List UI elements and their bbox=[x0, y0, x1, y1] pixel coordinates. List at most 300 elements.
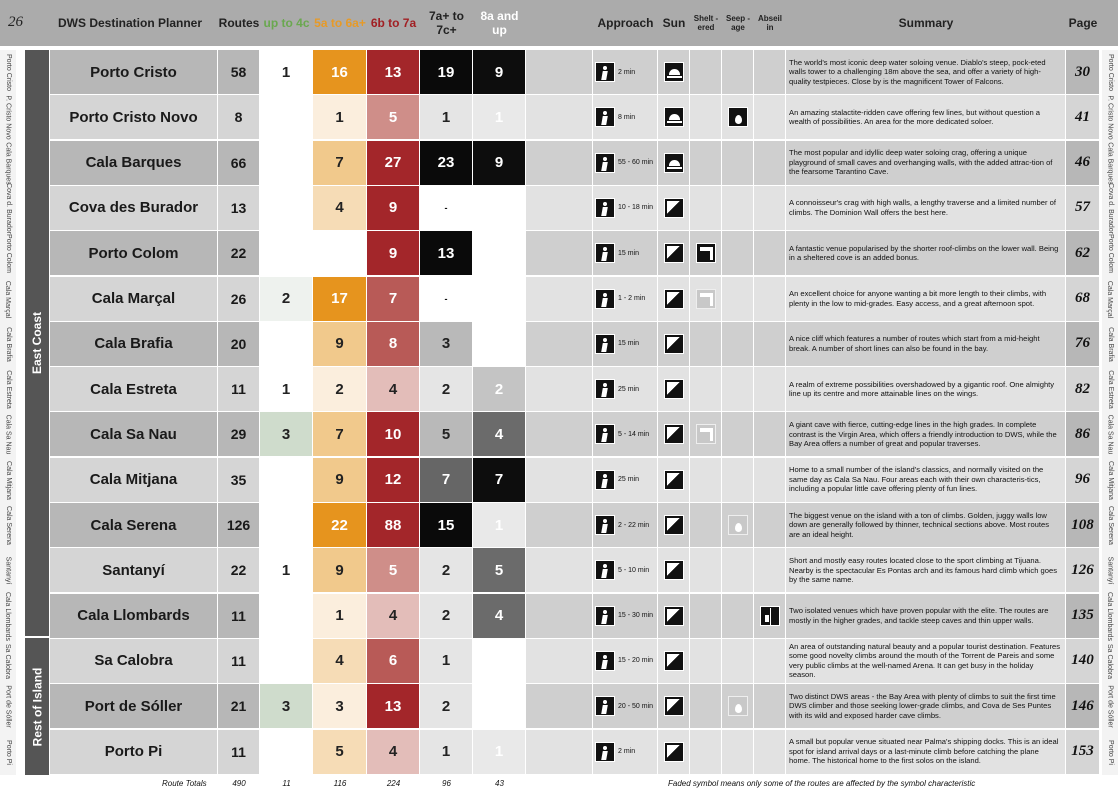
approach-time: 15 min bbox=[618, 340, 640, 348]
sun-cell bbox=[658, 277, 690, 321]
spacer-cell bbox=[526, 412, 593, 456]
seep-cell bbox=[722, 186, 754, 230]
side-tab-label: Cova d. Burador bbox=[4, 182, 12, 234]
page-ref: 62 bbox=[1066, 231, 1100, 275]
destination-name: Porto Pi bbox=[50, 730, 218, 774]
side-tab bbox=[0, 730, 16, 775]
side-tab bbox=[1102, 231, 1118, 276]
abseil-cell bbox=[754, 367, 786, 411]
approach-time: 8 min bbox=[618, 113, 636, 121]
seep-cell bbox=[722, 458, 754, 502]
grade-count: - bbox=[260, 458, 313, 502]
seep-cell bbox=[722, 639, 754, 683]
grade-count: 9 bbox=[367, 186, 420, 230]
sun-cell bbox=[658, 548, 690, 592]
spacer-cell bbox=[526, 639, 593, 683]
summary-text: The biggest venue on the island with a ton of climbs. Golden, juggy walls low down are generally followed by thinner, technical sections above. Most routes are an ideal height. bbox=[786, 503, 1066, 547]
approach-cell bbox=[593, 50, 658, 94]
abseil-cell bbox=[754, 186, 786, 230]
grade-count: 1 bbox=[260, 367, 313, 411]
table-row bbox=[50, 639, 1100, 683]
grade-count: - bbox=[473, 186, 526, 230]
side-tab bbox=[1102, 95, 1118, 140]
walker-icon bbox=[595, 606, 615, 626]
header-bar bbox=[0, 0, 1118, 46]
table-row bbox=[50, 730, 1100, 774]
summary-text: An excellent choice for anyone wanting a bit more length to their climbs, with plenty in the low to mid-grades. Easy access, and a great afternoon spot. bbox=[786, 277, 1066, 321]
grade-count: 2 bbox=[473, 367, 526, 411]
shelt-icon bbox=[696, 289, 716, 309]
side-tab bbox=[1102, 412, 1118, 457]
page-ref: 76 bbox=[1066, 322, 1100, 366]
grade-count: - bbox=[473, 684, 526, 728]
abseil-cell bbox=[754, 548, 786, 592]
seep-cell bbox=[722, 50, 754, 94]
shelt-cell bbox=[690, 684, 722, 728]
route-count: 58 bbox=[218, 50, 260, 94]
grade-count: 3 bbox=[260, 412, 313, 456]
grade-count: - bbox=[313, 231, 367, 275]
side-tab-label: Porto Cristo bbox=[4, 54, 12, 91]
route-count: 35 bbox=[218, 458, 260, 502]
seep-cell bbox=[722, 594, 754, 638]
page-ref: 108 bbox=[1066, 503, 1100, 547]
page-ref: 41 bbox=[1066, 95, 1100, 139]
grade-count: 9 bbox=[313, 458, 367, 502]
side-tab bbox=[1102, 182, 1118, 234]
route-count: 26 bbox=[218, 277, 260, 321]
summary-text: A fantastic venue popularised by the shorter roof-climbs on the lower wall. Being in a sheltered cove is an added bonus. bbox=[786, 231, 1066, 275]
shelt-icon bbox=[696, 424, 716, 444]
grade-count: 16 bbox=[313, 50, 367, 94]
side-tab-label: Cala Marçal bbox=[1106, 280, 1114, 318]
shelt-cell bbox=[690, 231, 722, 275]
walker-icon bbox=[595, 696, 615, 716]
shelt-cell bbox=[690, 367, 722, 411]
grade-count: 17 bbox=[313, 277, 367, 321]
seep-cell bbox=[722, 277, 754, 321]
approach-time: 1 - 2 min bbox=[618, 295, 646, 302]
table-row bbox=[50, 412, 1100, 456]
grade-count: 9 bbox=[473, 141, 526, 185]
header-routes: Routes bbox=[218, 16, 260, 30]
side-tab bbox=[0, 412, 16, 457]
grade-count: 5 bbox=[367, 95, 420, 139]
table-row bbox=[50, 548, 1100, 592]
side-tab-label: Cala Estreta bbox=[1106, 370, 1114, 409]
destination-name: Port de Sóller bbox=[50, 684, 218, 728]
summary-text: A nice cliff which features a number of routes which start from a mid-height break. A number of short lines can also be found in the bay. bbox=[786, 322, 1066, 366]
approach-cell bbox=[593, 412, 658, 456]
grade-count: 2 bbox=[420, 367, 473, 411]
shelt-cell bbox=[690, 730, 722, 774]
summary-text: A small but popular venue situated near Palma's shipping docks. This is an ideal spot for island arrival days or a last-minute climb before catching the plane home. The historical home to the first solos on the island. bbox=[786, 730, 1066, 774]
side-tab bbox=[0, 322, 16, 367]
sun-cell bbox=[658, 95, 690, 139]
grade-count: - bbox=[473, 231, 526, 275]
sun-cell bbox=[658, 367, 690, 411]
grade-count: 2 bbox=[260, 277, 313, 321]
grade-count: 10 bbox=[367, 412, 420, 456]
grade-count: 5 bbox=[367, 548, 420, 592]
grade-count: - bbox=[473, 277, 526, 321]
abseil-cell bbox=[754, 594, 786, 638]
spacer-cell bbox=[526, 277, 593, 321]
grade-count: 2 bbox=[313, 367, 367, 411]
abseil-cell bbox=[754, 730, 786, 774]
grade-count: 23 bbox=[420, 141, 473, 185]
route-count: 66 bbox=[218, 141, 260, 185]
side-tab bbox=[1102, 684, 1118, 729]
abseil-icon bbox=[760, 606, 780, 626]
destination-name: Porto Colom bbox=[50, 231, 218, 275]
summary-text: Two distinct DWS areas - the Bay Area with plenty of climbs to suit the first time DWS climber and those seeking lower-grade climbs, and Cova de Ses Puntes with its wild and exposed harder cave climbs. bbox=[786, 684, 1066, 728]
destination-name: Cala Barques bbox=[50, 141, 218, 185]
header-seepage: Seep -age bbox=[725, 14, 750, 32]
spacer-cell bbox=[526, 186, 593, 230]
walker-icon bbox=[595, 560, 615, 580]
grade-count: 13 bbox=[367, 50, 420, 94]
destination-name: Cala Llombards bbox=[50, 594, 218, 638]
grade-count: 13 bbox=[367, 684, 420, 728]
region-label: Rest of Island bbox=[30, 667, 44, 746]
grade-count: 19 bbox=[420, 50, 473, 94]
approach-time: 2 min bbox=[618, 68, 636, 76]
destination-name: Cala Estreta bbox=[50, 367, 218, 411]
header-sheltered: Shelt -ered bbox=[693, 14, 719, 32]
shade-icon bbox=[664, 696, 684, 716]
side-tab-label: Porto Pi bbox=[1106, 739, 1114, 765]
side-tab-label: Cala Brafia bbox=[4, 326, 12, 362]
region-label: East Coast bbox=[30, 311, 44, 375]
grade-count: 1 bbox=[420, 639, 473, 683]
table-row bbox=[50, 367, 1100, 411]
side-tab-label: Cova d. Burador bbox=[1106, 182, 1114, 234]
sun-cell bbox=[658, 503, 690, 547]
grade-count: 2 bbox=[420, 684, 473, 728]
shelt-cell bbox=[690, 639, 722, 683]
seep-cell bbox=[722, 231, 754, 275]
spacer-cell bbox=[526, 548, 593, 592]
walker-icon bbox=[595, 515, 615, 535]
shade-icon bbox=[664, 742, 684, 762]
shade-icon bbox=[664, 651, 684, 671]
side-tab bbox=[1102, 591, 1118, 641]
shade-icon bbox=[664, 379, 684, 399]
sun-cell bbox=[658, 50, 690, 94]
seep-icon bbox=[728, 696, 748, 716]
grade-count: 9 bbox=[313, 548, 367, 592]
header-abseil: Abseil in bbox=[757, 14, 782, 32]
shelt-cell bbox=[690, 322, 722, 366]
destination-name: Cala Brafia bbox=[50, 322, 218, 366]
walker-icon bbox=[595, 470, 615, 490]
seep-cell bbox=[722, 684, 754, 728]
page-ref: 86 bbox=[1066, 412, 1100, 456]
grade-count: 6 bbox=[367, 639, 420, 683]
destination-name: Cala Mitjana bbox=[50, 458, 218, 502]
header-summary: Summary bbox=[898, 16, 954, 30]
approach-cell bbox=[593, 141, 658, 185]
approach-time: 15 - 20 min bbox=[618, 657, 654, 665]
shelt-cell bbox=[690, 548, 722, 592]
grade-count: 13 bbox=[420, 231, 473, 275]
grade-count: 5 bbox=[420, 412, 473, 456]
header-approach: Approach bbox=[597, 16, 654, 30]
grade-count: - bbox=[260, 141, 313, 185]
abseil-cell bbox=[754, 639, 786, 683]
grade-count: 4 bbox=[367, 730, 420, 774]
approach-time: 2 - 22 min bbox=[618, 521, 650, 529]
header-sun: Sun bbox=[662, 16, 686, 30]
table-row bbox=[50, 684, 1100, 728]
side-tab-label: Cala Llombards bbox=[1106, 591, 1114, 641]
sun-cell bbox=[658, 412, 690, 456]
side-tab-label: Santanyí bbox=[4, 556, 12, 585]
page-ref: 140 bbox=[1066, 639, 1100, 683]
side-tab bbox=[1102, 548, 1118, 593]
seep-cell bbox=[722, 730, 754, 774]
spacer-cell bbox=[526, 231, 593, 275]
side-tab-label: Port de Sóller bbox=[1106, 685, 1114, 728]
side-tab-label: Porto Colom bbox=[1106, 234, 1114, 274]
shelt-cell bbox=[690, 277, 722, 321]
approach-time: 20 - 50 min bbox=[618, 702, 654, 710]
seep-cell bbox=[722, 548, 754, 592]
destination-name: Sa Calobra bbox=[50, 639, 218, 683]
table-row bbox=[50, 141, 1100, 185]
page-ref: 96 bbox=[1066, 458, 1100, 502]
route-count: 11 bbox=[218, 639, 260, 683]
spacer-cell bbox=[526, 322, 593, 366]
side-tab-label: Cala Sa Nau bbox=[4, 415, 12, 455]
shade-icon bbox=[664, 334, 684, 354]
sun-cell bbox=[658, 639, 690, 683]
side-tab-label: Cala Serena bbox=[1106, 506, 1114, 545]
spacer-cell bbox=[526, 458, 593, 502]
grade-count: 4 bbox=[473, 594, 526, 638]
walker-icon bbox=[595, 107, 615, 127]
spacer-cell bbox=[526, 684, 593, 728]
approach-cell bbox=[593, 684, 658, 728]
side-tab bbox=[0, 684, 16, 729]
summary-text: A realm of extreme possibilities overshadowed by a gigantic roof. One almighty line up its centre and more attainable lines on the wings. bbox=[786, 367, 1066, 411]
approach-time: 25 min bbox=[618, 385, 640, 393]
side-tab-label: Sa Calobra bbox=[4, 643, 12, 679]
approach-time: 25 min bbox=[618, 476, 640, 484]
grade-count: 9 bbox=[473, 50, 526, 94]
approach-cell bbox=[593, 548, 658, 592]
page-ref: 57 bbox=[1066, 186, 1100, 230]
shade-icon bbox=[664, 515, 684, 535]
approach-cell bbox=[593, 186, 658, 230]
page-ref: 30 bbox=[1066, 50, 1100, 94]
total-value: 490 bbox=[232, 778, 246, 788]
grade-count: 1 bbox=[313, 594, 367, 638]
grade-count: 1 bbox=[313, 95, 367, 139]
sun-icon bbox=[664, 62, 684, 82]
route-count: 29 bbox=[218, 412, 260, 456]
destination-name: Porto Cristo bbox=[50, 50, 218, 94]
shelt-cell bbox=[690, 412, 722, 456]
grade-count: - bbox=[260, 594, 313, 638]
grade-count: 7 bbox=[420, 458, 473, 502]
side-tab bbox=[0, 182, 16, 234]
side-tab bbox=[0, 639, 16, 684]
shade-icon bbox=[664, 470, 684, 490]
grade-count: 3 bbox=[260, 684, 313, 728]
abseil-cell bbox=[754, 95, 786, 139]
seep-cell bbox=[722, 95, 754, 139]
side-tab bbox=[0, 277, 16, 322]
grade-count: 1 bbox=[473, 95, 526, 139]
table-row bbox=[50, 458, 1100, 502]
side-tab bbox=[0, 141, 16, 186]
shelt-cell bbox=[690, 594, 722, 638]
table-row bbox=[50, 277, 1100, 321]
side-tab-label: Porto Pi bbox=[4, 739, 12, 765]
side-tab bbox=[1102, 322, 1118, 367]
walker-icon bbox=[595, 334, 615, 354]
side-tab-label: Sa Calobra bbox=[1106, 643, 1114, 679]
summary-text: The world's most iconic deep water soloing venue. Diablo's steep, pock-eted walls tower to a challenging 18m above the sea, and offer a variety of high-quality testpieces. Close by is the magnificent Tower of Falcons. bbox=[786, 50, 1066, 94]
approach-time: 5 - 10 min bbox=[618, 566, 650, 574]
shade-icon bbox=[664, 198, 684, 218]
grade-count: - bbox=[473, 322, 526, 366]
side-tabs-left bbox=[0, 50, 16, 775]
side-tab bbox=[1102, 367, 1118, 412]
page-ref: 82 bbox=[1066, 367, 1100, 411]
side-tab bbox=[0, 50, 16, 95]
side-tab-label: Cala Estreta bbox=[4, 370, 12, 409]
route-count: 20 bbox=[218, 322, 260, 366]
side-tab-label: Cala Marçal bbox=[4, 280, 12, 318]
approach-time: 15 min bbox=[618, 249, 640, 257]
sun-cell bbox=[658, 730, 690, 774]
summary-text: Two isolated venues which have proven popular with the elite. The routes are mostly in the higher grades, and tackle steep caves and thin upper walls. bbox=[786, 594, 1066, 638]
approach-cell bbox=[593, 730, 658, 774]
page-ref: 146 bbox=[1066, 684, 1100, 728]
side-tab-label: Cala Mitjana bbox=[1106, 460, 1114, 500]
page-ref: 68 bbox=[1066, 277, 1100, 321]
grade-count: 1 bbox=[473, 503, 526, 547]
spacer-cell bbox=[526, 367, 593, 411]
side-tab-label: P. Cristo Novo bbox=[1106, 95, 1114, 140]
destination-name: Santanyí bbox=[50, 548, 218, 592]
header-grade-8a-up: 8a and up bbox=[480, 9, 519, 37]
page-number: 26 bbox=[8, 14, 23, 30]
side-tab bbox=[1102, 277, 1118, 322]
sun-cell bbox=[658, 594, 690, 638]
sun-cell bbox=[658, 186, 690, 230]
summary-text: A giant cave with fierce, cutting-edge lines in the high grades. In complete contrast is the Virgin Area, which offers a friendly introduction to DWS, while the Bay Area offers a number of great and popular traverses. bbox=[786, 412, 1066, 456]
seep-cell bbox=[722, 367, 754, 411]
total-value: 116 bbox=[333, 778, 347, 788]
side-tab-label: Cala Llombards bbox=[4, 591, 12, 641]
approach-cell bbox=[593, 503, 658, 547]
page-ref: 46 bbox=[1066, 141, 1100, 185]
side-tab bbox=[0, 591, 16, 641]
spacer-cell bbox=[526, 503, 593, 547]
grade-count: 9 bbox=[367, 231, 420, 275]
approach-time: 5 - 14 min bbox=[618, 430, 650, 438]
page-ref: 126 bbox=[1066, 548, 1100, 592]
approach-cell bbox=[593, 458, 658, 502]
side-tab-label: Cala Barques bbox=[4, 141, 12, 185]
abseil-cell bbox=[754, 412, 786, 456]
shelt-cell bbox=[690, 503, 722, 547]
sun-cell bbox=[658, 458, 690, 502]
route-count: 11 bbox=[218, 367, 260, 411]
shade-icon bbox=[664, 243, 684, 263]
table-row bbox=[50, 186, 1100, 230]
grade-count: 4 bbox=[367, 594, 420, 638]
grade-count: - bbox=[260, 231, 313, 275]
region-rest-of-island bbox=[25, 638, 49, 775]
side-tab-label: Porto Cristo bbox=[1106, 54, 1114, 91]
grade-count: 27 bbox=[367, 141, 420, 185]
grade-count: 1 bbox=[260, 548, 313, 592]
route-count: 13 bbox=[218, 186, 260, 230]
grade-count: 1 bbox=[420, 95, 473, 139]
route-count: 126 bbox=[218, 503, 260, 547]
header-grade-up-to-4c: up to 4c bbox=[263, 16, 310, 30]
grade-count: 2 bbox=[420, 594, 473, 638]
spacer-cell bbox=[526, 594, 593, 638]
approach-time: 10 - 18 min bbox=[618, 204, 654, 212]
walker-icon bbox=[595, 424, 615, 444]
shelt-cell bbox=[690, 458, 722, 502]
header-grade-7a-to-7c: 7a+ to 7c+ bbox=[428, 9, 464, 37]
route-count: 22 bbox=[218, 231, 260, 275]
total-value: 96 bbox=[442, 778, 451, 788]
grade-count: 9 bbox=[313, 322, 367, 366]
shelt-cell bbox=[690, 95, 722, 139]
grade-count: - bbox=[260, 503, 313, 547]
shelt-cell bbox=[690, 50, 722, 94]
grade-count: - bbox=[260, 95, 313, 139]
summary-text: A connoisseur's crag with high walls, a lengthy traverse and a limited number of climbs. The Dominion Wall offers the best here. bbox=[786, 186, 1066, 230]
grade-count: 1 bbox=[260, 50, 313, 94]
grade-count: 1 bbox=[420, 730, 473, 774]
total-value: 11 bbox=[282, 778, 291, 788]
side-tab bbox=[0, 231, 16, 276]
shelt-cell bbox=[690, 141, 722, 185]
grade-count: 5 bbox=[473, 548, 526, 592]
grade-count: 22 bbox=[313, 503, 367, 547]
side-tab-label: P. Cristo Novo bbox=[4, 95, 12, 140]
grade-count: - bbox=[473, 639, 526, 683]
side-tab-label: Cala Mitjana bbox=[4, 460, 12, 500]
approach-cell bbox=[593, 277, 658, 321]
seep-cell bbox=[722, 503, 754, 547]
approach-cell bbox=[593, 322, 658, 366]
grade-count: 88 bbox=[367, 503, 420, 547]
approach-cell bbox=[593, 639, 658, 683]
abseil-cell bbox=[754, 50, 786, 94]
abseil-cell bbox=[754, 231, 786, 275]
side-tab-label: Porto Colom bbox=[4, 234, 12, 274]
destination-name: Cala Serena bbox=[50, 503, 218, 547]
route-count: 11 bbox=[218, 730, 260, 774]
approach-cell bbox=[593, 594, 658, 638]
table-row bbox=[50, 50, 1100, 94]
spacer-cell bbox=[526, 141, 593, 185]
side-tab-label: Cala Brafia bbox=[1106, 326, 1114, 362]
approach-cell bbox=[593, 231, 658, 275]
summary-text: Home to a small number of the island's classics, and normally visited on the same day as Cala Sa Nau. Four areas each with their own characteris-tics, including a popular little cave offering plenty of fun lines. bbox=[786, 458, 1066, 502]
table-row bbox=[50, 503, 1100, 547]
